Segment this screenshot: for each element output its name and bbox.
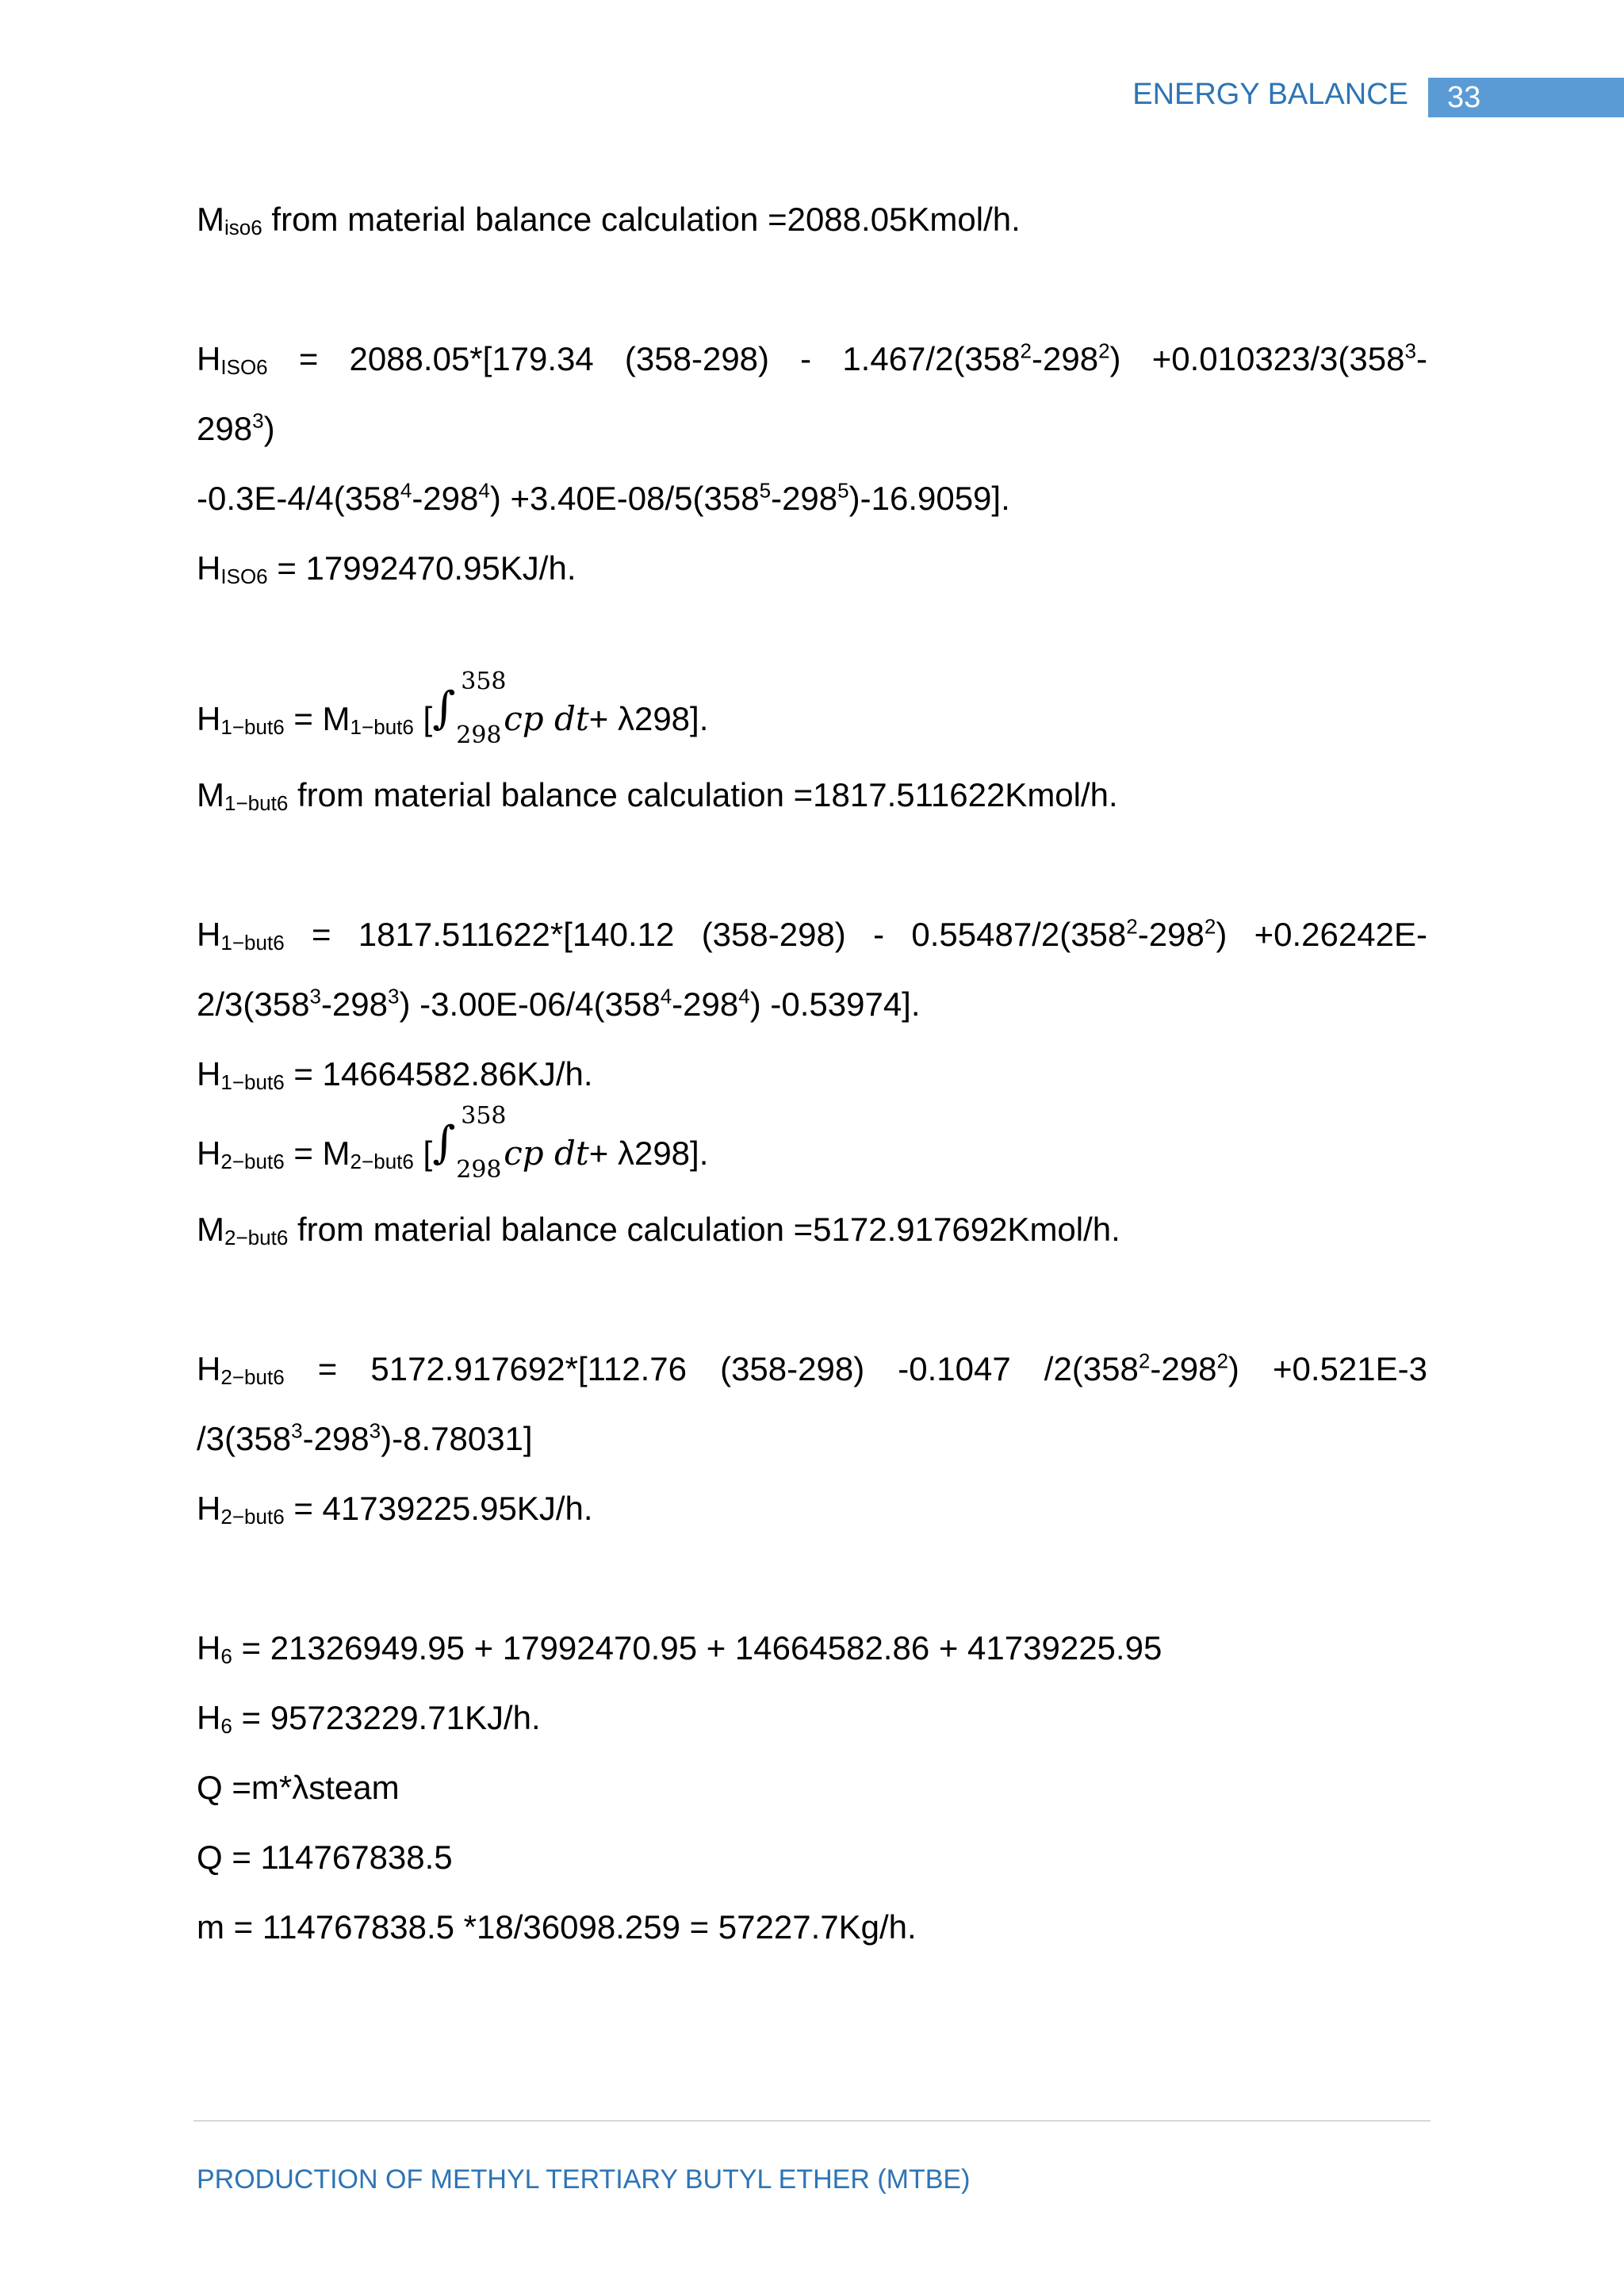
footer-divider [193, 2120, 1431, 2122]
miso6-line: $M_{iso6}$ from material balance calculation =2088.05Kmol/h. [197, 201, 1021, 240]
integral-symbol: ∫ 358 298 [432, 668, 507, 749]
m-value: m = 114767838.5 *18/36098.259 = 57227.7Kg/h. [197, 1908, 917, 1946]
q-formula: Q =m*λsteam [197, 1769, 400, 1806]
footer-title: PRODUCTION OF METHYL TERTIARY BUTYL ETHER (MTBE) [197, 2164, 971, 2195]
h1but6-equation-line-2: $2/3(358^3-298^3)$ $-3.00E-06/4(358^4-298^4)$ -0.53974]. [197, 984, 921, 1023]
m1but6-line: $M_{1-but6}$ from material balance calculation =1817.511622Kmol/h. [197, 776, 1118, 816]
header-title: ENERGY BALANCE [1132, 78, 1408, 111]
page-number-badge [1428, 78, 1624, 117]
h1but6-result: $H_{1-but6} = 14664582.86KJ/h$. [197, 1055, 593, 1095]
m2but6-line: $M_{2-but6}$ from material balance calculation =5172.917692Kmol/h. [197, 1211, 1120, 1250]
h2but6-equation-line-2: $/3(358^3-298^3)-8.78031$] [197, 1418, 533, 1457]
h6-sum-line: $H_6 = 21326949.95 + 17992470.95 + 14664582.86 + 41739225.95$ [197, 1629, 1162, 1669]
page-number: 33 [1447, 81, 1481, 114]
hiso6-result: $H_{ISO6} = 17992470.95KJ/h$. [197, 549, 576, 589]
q-value: Q = 114767838.5 [197, 1839, 453, 1876]
h1but6-equation-line-1: $H_{1-but6}$ = 1817.511622*[140.12 (358-298) - $0.55487/2(358^2-298^2)$ +0.26242E- [197, 914, 1427, 955]
hiso6-equation-line-2: $298^3$) [197, 408, 275, 447]
h2but6-result: $H_{2-but6} = 41739225.95KJ/h$. [197, 1490, 593, 1529]
h6-result: $H_6 = 95723229.71KJ/h$. [197, 1699, 541, 1739]
h2but6-equation-line-1: $H_{2-but6}$ = 5172.917692*[112.76 (358-298) -0.1047 $/2(358^2-298^2)$ +0.521E-3 [197, 1349, 1427, 1390]
hiso6-equation-line-1: $H_{ISO6}$ = 2088.05*[179.34 (358-298) - $1.467/2(358^2-298^2)$ $+0.010323/3(358^3-$ [197, 339, 1427, 380]
h1but6-integral-line: $H_{1-but6} = M_{1-but6}$ [ ∫ 358 298 cp dt+ λ298]. [197, 668, 709, 749]
hiso6-equation-line-3: $-0.3E-4/4(358^4-298^4) +3.40E-08/5(358^5-298^5)-16.9059$]. [197, 478, 1010, 517]
h2but6-integral-line: $H_{2-but6} = M_{2-but6}$ [ ∫ 358 298 cp dt+ λ298]. [197, 1102, 709, 1184]
integral-symbol: ∫ 358 298 [432, 1102, 507, 1184]
